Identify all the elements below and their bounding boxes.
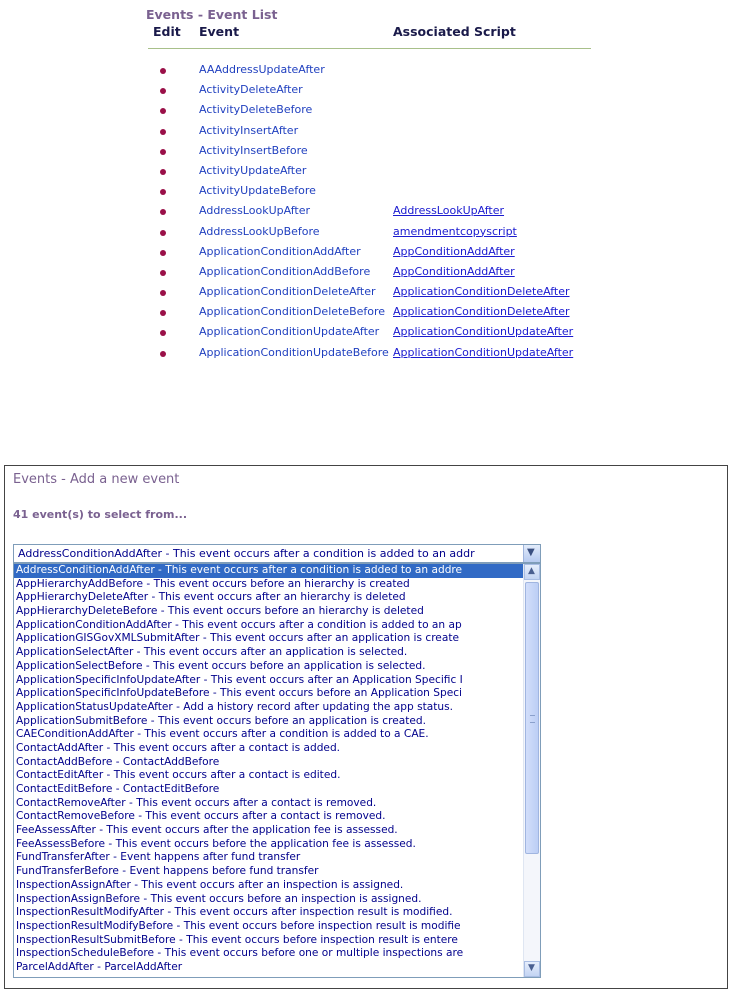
list-item[interactable]: AppHierarchyAddBefore - This event occurs before an hierarchy is created — [16, 577, 410, 590]
bullet-icon[interactable] — [160, 108, 166, 114]
bullet-icon[interactable] — [160, 290, 166, 296]
event-name: ApplicationConditionDeleteBefore — [199, 305, 386, 319]
list-item[interactable]: InspectionResultModifyBefore - This event occurs before inspection result is modifie — [16, 919, 461, 932]
table-row — [148, 201, 608, 221]
list-item[interactable]: ContactEditBefore - ContactEditBefore — [16, 783, 220, 795]
bullet-icon[interactable] — [160, 270, 166, 276]
bullet-icon[interactable] — [160, 209, 166, 215]
list-item[interactable]: ApplicationStatusUpdateAfter - Add a history record after updating the app status. — [16, 700, 454, 713]
script-link[interactable]: AddressLookUpAfter — [393, 204, 505, 218]
list-item[interactable]: AppHierarchyDeleteAfter - This event occurs after an hierarchy is deleted — [16, 591, 406, 604]
scroll-up-button[interactable] — [524, 564, 540, 580]
list-item[interactable]: ApplicationSpecificInfoUpdateAfter - This event occurs after an Application Specific I — [16, 673, 463, 686]
column-header-event: Event — [199, 24, 240, 39]
event-list-table — [148, 60, 608, 363]
list-item[interactable]: ContactAddBefore - ContactAddBefore — [16, 755, 220, 768]
table-row — [148, 302, 608, 322]
table-row — [148, 282, 608, 302]
list-item[interactable]: FeeAssessAfter - This event occurs after the application fee is assessed. — [16, 824, 398, 837]
event-options — [14, 564, 524, 975]
header-divider — [148, 48, 591, 49]
event-name: ApplicationConditionAddBefore — [199, 264, 371, 278]
scroll-thumb[interactable] — [525, 582, 539, 854]
event-name: ActivityUpdateBefore — [199, 184, 316, 198]
arrow-down-icon: ▼ — [528, 963, 535, 973]
list-item[interactable]: ContactEditAfter - This event occurs after a contact is edited. — [16, 769, 341, 782]
event-name: ApplicationConditionDeleteAfter — [199, 285, 376, 299]
column-header-edit: Edit — [153, 24, 181, 39]
list-item[interactable]: InspectionResultModifyAfter - This event occurs after inspection result is modified. — [16, 906, 453, 919]
event-name: AddressLookUpBefore — [199, 224, 320, 238]
add-event-title: Events - Add a new event — [13, 472, 180, 487]
list-item[interactable]: FeeAssessBefore - This event occurs before the application fee is assessed. — [16, 837, 416, 850]
add-event-panel — [4, 465, 728, 989]
bullet-icon[interactable] — [160, 88, 166, 94]
list-item[interactable]: InspectionResultSubmitBefore - This event occurs before inspection result is entere — [16, 933, 458, 946]
table-row — [148, 60, 608, 80]
event-name: ActivityDeleteAfter — [199, 83, 303, 97]
scroll-down-button[interactable] — [524, 961, 540, 977]
event-name: ActivityInsertAfter — [199, 123, 299, 137]
list-item[interactable]: AddressConditionAddAfter - This event occurs after a condition is added to an addre — [14, 564, 524, 578]
dropdown-button[interactable] — [523, 545, 540, 562]
script-link[interactable]: amendmentcopyscript — [393, 224, 517, 238]
chevron-down-icon: ▼ — [527, 547, 535, 558]
list-item[interactable]: FundTransferAfter - Event happens after fund transfer — [16, 851, 301, 864]
table-row — [148, 262, 608, 282]
event-name: ActivityInsertBefore — [199, 143, 308, 157]
table-row — [148, 141, 608, 161]
script-link[interactable]: ApplicationConditionUpdateAfter — [393, 325, 574, 339]
list-item[interactable]: ApplicationSpecificInfoUpdateBefore - This event occurs before an Application Speci — [16, 687, 463, 700]
event-dropdown-value: AddressConditionAddAfter - This event occurs after a condition is added to an addr — [18, 547, 475, 560]
script-link[interactable]: ApplicationConditionUpdateAfter — [393, 345, 574, 359]
script-link[interactable]: AppConditionAddAfter — [393, 264, 515, 278]
bullet-icon[interactable] — [160, 129, 166, 135]
arrow-up-icon: ▲ — [528, 566, 535, 576]
list-item[interactable]: ApplicationSelectAfter - This event occurs after an application is selected. — [16, 646, 408, 659]
script-link[interactable]: ApplicationConditionDeleteAfter — [393, 305, 570, 319]
table-row — [148, 322, 608, 342]
bullet-icon[interactable] — [160, 351, 166, 357]
bullet-icon[interactable] — [160, 310, 166, 316]
table-row — [148, 121, 608, 141]
column-header-associated-script: Associated Script — [393, 24, 516, 39]
list-item[interactable]: ApplicationSelectBefore - This event occurs before an application is selected. — [16, 659, 426, 672]
list-item[interactable]: ApplicationGISGovXMLSubmitAfter - This event occurs after an application is create — [16, 632, 459, 645]
list-item[interactable]: ContactRemoveBefore - This event occurs after a contact is removed. — [16, 810, 386, 823]
event-name: ApplicationConditionAddAfter — [199, 244, 361, 258]
table-row — [148, 222, 608, 242]
table-row — [148, 100, 608, 120]
list-item[interactable]: InspectionAssignBefore - This event occurs before an inspection is assigned. — [16, 892, 422, 905]
bullet-icon[interactable] — [160, 250, 166, 256]
options-scrollbar[interactable] — [523, 564, 540, 977]
list-item[interactable]: InspectionAssignAfter - This event occurs after an inspection is assigned. — [16, 878, 404, 891]
event-options-list[interactable] — [13, 563, 541, 978]
event-name: AAAddressUpdateAfter — [199, 63, 325, 76]
table-row — [148, 242, 608, 262]
event-name: ActivityDeleteBefore — [199, 103, 313, 117]
table-row — [148, 80, 608, 100]
event-name: ApplicationConditionUpdateAfter — [199, 325, 380, 339]
event-name: AddressLookUpAfter — [199, 204, 311, 218]
script-link[interactable]: ApplicationConditionDeleteAfter — [393, 285, 570, 299]
table-row — [148, 161, 608, 181]
bullet-icon[interactable] — [160, 68, 166, 74]
bullet-icon[interactable] — [160, 169, 166, 175]
bullet-icon[interactable] — [160, 230, 166, 236]
grip-icon — [530, 715, 535, 723]
list-item[interactable]: InspectionScheduleBefore - This event occurs before one or multiple inspections are — [16, 947, 464, 960]
bullet-icon[interactable] — [160, 149, 166, 155]
list-item[interactable]: ContactAddAfter - This event occurs after a contact is added. — [16, 741, 341, 754]
list-item[interactable]: ParcelAddAfter - ParcelAddAfter — [16, 960, 183, 973]
event-count-label: 41 event(s) to select from... — [13, 508, 188, 521]
bullet-icon[interactable] — [160, 189, 166, 195]
event-list-title: Events - Event List — [146, 7, 278, 22]
script-link[interactable]: AppConditionAddAfter — [393, 244, 515, 258]
list-item[interactable]: CAEConditionAddAfter - This event occurs after a condition is added to a CAE. — [16, 728, 429, 741]
list-item[interactable]: ApplicationConditionAddAfter - This event occurs after a condition is added to an ap — [16, 618, 462, 631]
bullet-icon[interactable] — [160, 330, 166, 336]
list-item[interactable]: FundTransferBefore - Event happens before fund transfer — [16, 865, 319, 878]
table-row — [148, 181, 608, 201]
event-name: ActivityUpdateAfter — [199, 163, 307, 177]
list-item[interactable]: AppHierarchyDeleteBefore - This event occurs before an hierarchy is deleted — [16, 605, 424, 618]
event-dropdown[interactable] — [13, 544, 541, 563]
list-item[interactable]: ApplicationSubmitBefore - This event occurs before an application is created. — [16, 714, 426, 727]
event-name: ApplicationConditionUpdateBefore — [199, 345, 389, 359]
list-item[interactable]: ContactRemoveAfter - This event occurs after a contact is removed. — [16, 796, 377, 809]
table-row — [148, 343, 608, 363]
